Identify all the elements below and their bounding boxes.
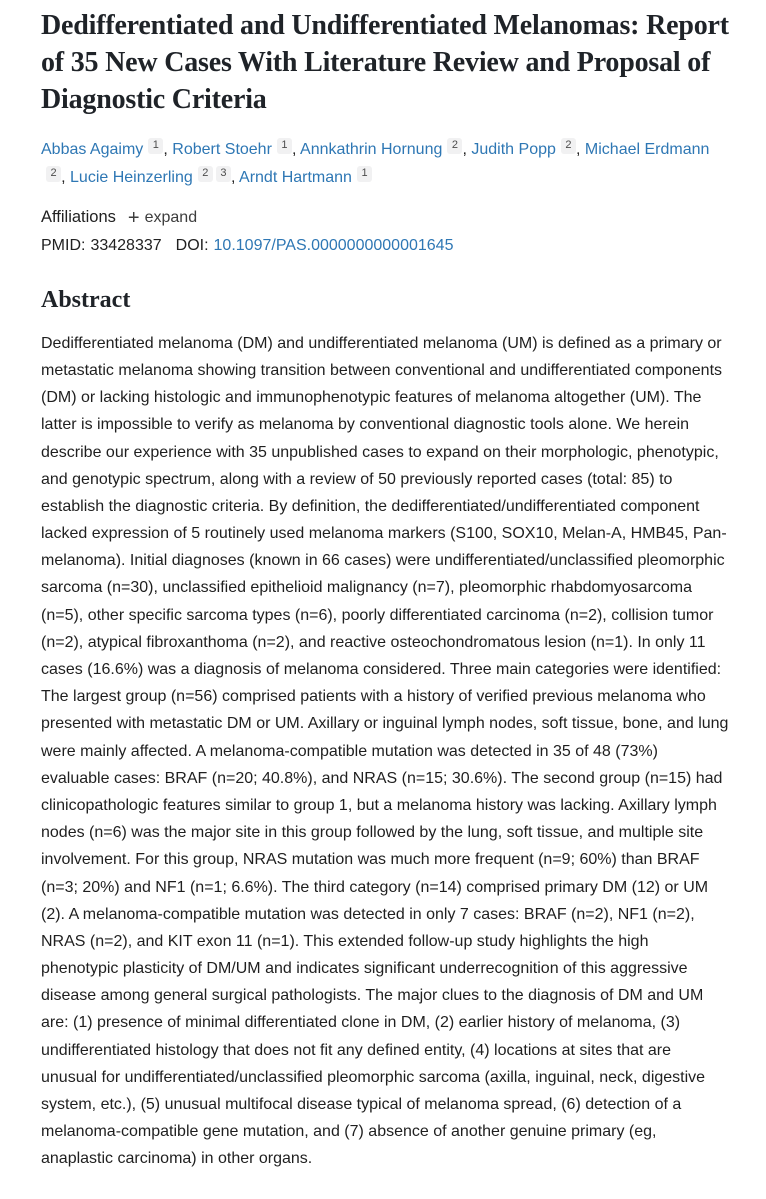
affiliations-expand-label: expand [144, 208, 198, 226]
doi-label: DOI: [175, 236, 209, 254]
affiliations-expand-button[interactable] [128, 208, 197, 228]
pmid-value: 33428337 [90, 236, 162, 254]
author-separator: , [163, 140, 173, 158]
plus-icon: + [127, 206, 140, 229]
abstract-heading: Abstract [41, 286, 131, 313]
author-separator: , [576, 140, 585, 158]
identifiers-row [41, 237, 729, 255]
author-affiliation-superscript: 1 [357, 166, 372, 182]
author-link[interactable]: Robert Stoehr [172, 140, 272, 158]
author-affiliation-superscript: 2 [447, 138, 462, 154]
affiliations-row [41, 208, 729, 228]
author-affiliation-superscript: 2 [198, 166, 213, 182]
doi-link[interactable]: 10.1097/PAS.0000000000001645 [213, 236, 454, 254]
author-link[interactable]: Abbas Agaimy [41, 140, 144, 158]
pmid-label: PMID: [41, 236, 86, 254]
author-affiliation-superscript: 1 [148, 138, 163, 154]
author-affiliation-superscript: 2 [46, 166, 61, 182]
affiliations-label: Affiliations [41, 208, 116, 227]
author-separator: , [292, 140, 301, 158]
article-title: Dedifferentiated and Undifferentiated Melanomas: Report of 35 New Cases With Literature Review and Proposal of Diagnostic Criteria [41, 10, 729, 115]
author-link[interactable]: Lucie Heinzerling [70, 169, 193, 187]
author-separator: , [61, 169, 71, 187]
author-affiliation-superscript: 2 [561, 138, 576, 154]
author-link[interactable]: Annkathrin Hornung [300, 140, 443, 158]
author-affiliation-superscript: 1 [277, 138, 292, 154]
author-link[interactable]: Arndt Hartmann [239, 169, 352, 187]
author-affiliation-superscript: 3 [216, 166, 231, 182]
author-link[interactable]: Michael Erdmann [584, 140, 710, 158]
abstract-text: Dedifferentiated melanoma (DM) and undifferentiated melanoma (UM) is defined as a primary or metastatic melanoma showing transition between conventional and undifferentiated components (DM) or lacking histologic and immunophenotypic features of melanoma altogether (UM). The latter is impossible to verify as melanoma by conventional diagnostic tools alone. We herein describe our experience with 35 unpublished cases to expand on their morphologic, phenotypic, and genotypic spectrum, along with a review of 50 previously reported cases (total: 85) to establish the diagnostic criteria. By definition, the dedifferentiated/undifferentiated component lacked expression of 5 routinely used melanoma markers (S100, SOX10, Melan-A, HMB45, Pan-melanoma). Initial diagnoses (known in 66 cases) were undifferentiated/unclassified pleomorphic sarcoma (n=30), unclassified epithelioid malignancy (n=7), pleomorphic rhabdomyosarcoma (n=5), other specific sarcoma types (n=6), poorly differentiated carcinoma (n=2), collision tumor (n=2), atypical fibroxanthoma (n=2), and reactive osteochondromatous lesion (n=1). In only 11 cases (16.6%) was a diagnosis of melanoma considered. Three main categories were identified: The largest group (n=56) comprised patients with a history of verified previous melanoma who presented with metastatic DM or UM. Axillary or inguinal lymph nodes, soft tissue, bone, and lung were mainly affected. A melanoma-compatible mutation was detected in 35 of 48 (73%) evaluable cases: BRAF (n=20; 40.8%), and NRAS (n=15; 30.6%). The second group (n=15) had clinicopathologic features similar to group 1, but a melanoma history was lacking. Axillary lymph nodes (n=6) was the major site in this group followed by the lung, soft tissue, and multiple site involvement. For this group, NRAS mutation was much more frequent (n=9; 60%) than BRAF (n=3; 20%) and NF1 (n=1; 6.6%). The third category (n=14) comprised primary DM (12) or UM (2). A melanoma-compatible mutation was detected in only 7 cases: BRAF (n=2), NF1 (n=2), NRAS (n=2), and KIT exon 11 (n=1). This extended follow-up study highlights the high phenotypic plasticity of DM/UM and indicates significant underrecognition of this aggressive disease among general surgical pathologists. The major clues to the diagnosis of DM and UM are: (1) presence of minimal differentiated clone in DM, (2) earlier history of melanoma, (3) undifferentiated histology that does not fit any defined entity, (4) locations at sites that are unusual for undifferentiated/unclassified pleomorphic sarcoma (axilla, inguinal, neck, digestive system, etc.), (5) unusual multifocal disease typical of melanoma spread, (6) detection of a melanoma-compatible gene mutation, and (7) absence of another genuine primary (eg, anaplastic carcinoma) in other organs. [41, 334, 729, 1168]
author-list [41, 136, 729, 193]
author-separator: , [462, 140, 472, 158]
author-separator: , [231, 169, 240, 187]
author-link[interactable]: Judith Popp [471, 140, 556, 158]
